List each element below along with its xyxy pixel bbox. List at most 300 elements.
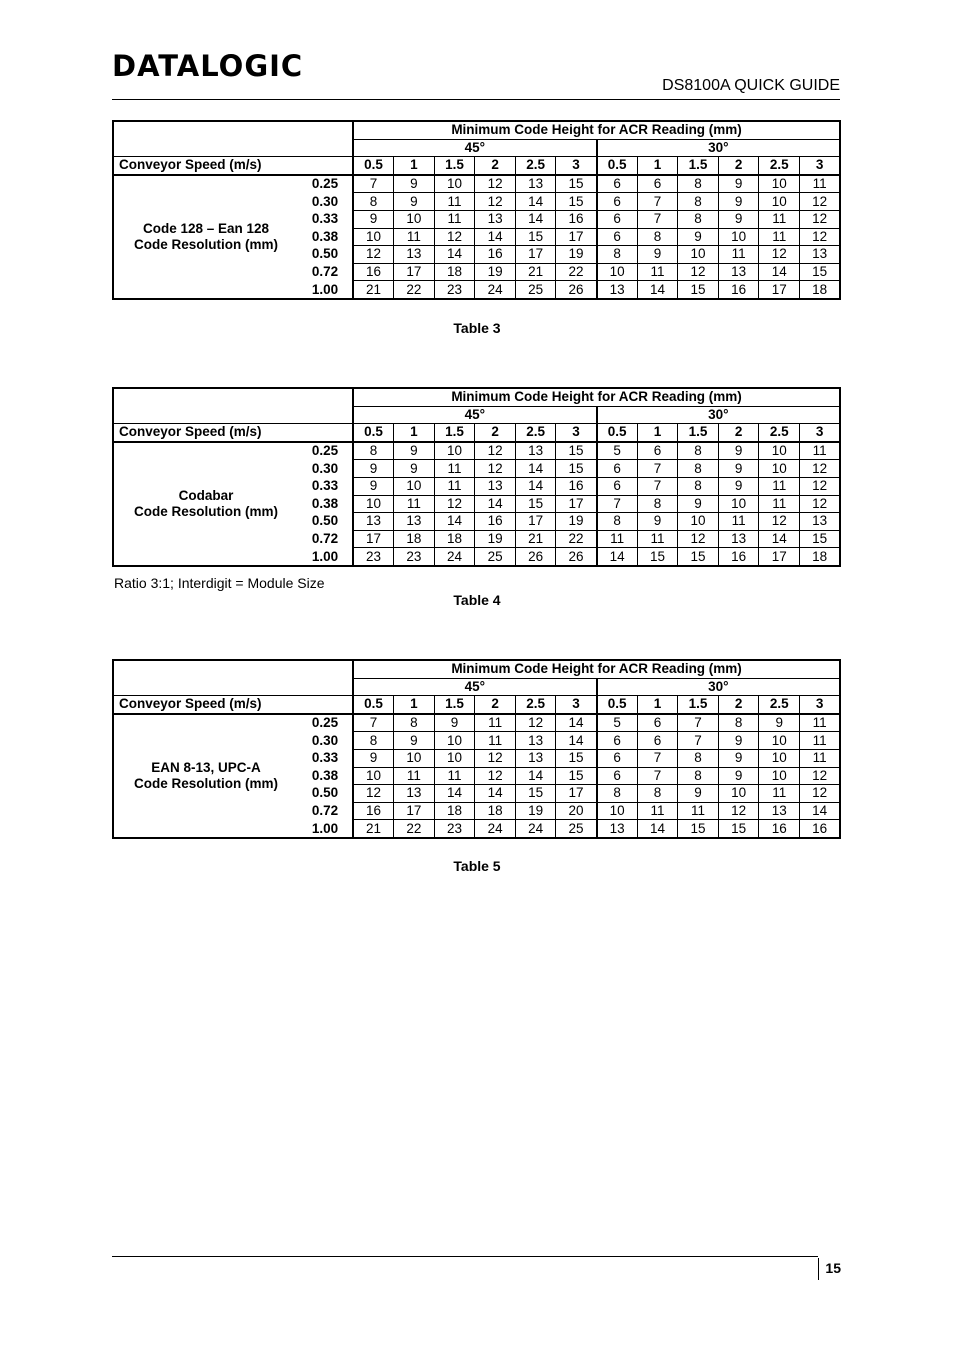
page-number: 15 [818,1258,841,1280]
table-cell: 14 [556,714,597,732]
datalogic-logo: DATALOGIC [112,49,304,83]
code-type-name: EAN 8-13, UPC-A [151,759,261,775]
table-cell: 12 [759,513,800,531]
table-cell: 13 [759,802,800,820]
angle-30-header: 30° [597,139,841,157]
table-cell: 9 [434,714,475,732]
table-cell: 9 [394,175,435,193]
table-cell: 12 [475,442,516,460]
table-cell: 8 [597,785,638,803]
table-cell: 9 [637,246,678,264]
table-cell: 16 [556,477,597,495]
table-cell: 18 [800,548,841,566]
table-cell: 16 [718,548,759,566]
table-cell: 8 [718,714,759,732]
resolution-value: 0.50 [298,246,353,264]
table-cell: 7 [597,495,638,513]
speed-header: 0.5 [597,157,638,175]
table-cell: 23 [394,548,435,566]
table-cell: 24 [475,820,516,838]
table-cell: 14 [475,785,516,803]
table-cell: 10 [759,767,800,785]
code-resolution-label: Code Resolution (mm) [134,775,278,791]
guide-title: DS8100A QUICK GUIDE [662,77,840,94]
table-cell: 15 [556,460,597,478]
table-cell: 15 [718,820,759,838]
table-cell: 10 [759,749,800,767]
table-cell: 12 [800,495,841,513]
table-cell: 13 [394,785,435,803]
table-cell: 10 [718,785,759,803]
speed-header: 2 [718,696,759,714]
table-cell: 21 [353,820,394,838]
table-cell: 7 [353,175,394,193]
table-cell: 15 [678,281,719,299]
table-cell: 12 [434,495,475,513]
table-cell: 24 [434,548,475,566]
speed-header: 1.5 [434,424,475,442]
table-cell: 9 [718,175,759,193]
table-cell: 18 [394,530,435,548]
resolution-value: 0.72 [298,802,353,820]
table-cell: 16 [556,210,597,228]
table-cell: 12 [475,767,516,785]
table-cell: 19 [556,513,597,531]
table-cell: 6 [597,228,638,246]
table-cell: 13 [394,513,435,531]
table-cell: 25 [515,281,556,299]
speed-header: 3 [800,696,841,714]
table-cell: 12 [759,246,800,264]
table-cell: 18 [434,802,475,820]
table-cell: 13 [353,513,394,531]
speed-header: 1 [637,696,678,714]
speed-header: 1 [637,424,678,442]
table-cell: 10 [434,749,475,767]
table-cell: 11 [394,228,435,246]
table-cell: 8 [678,749,719,767]
table-cell: 8 [353,193,394,211]
resolution-value: 0.38 [298,495,353,513]
table-cell: 11 [475,732,516,750]
table-cell: 9 [718,767,759,785]
acr-table [112,120,841,300]
resolution-value: 0.25 [298,714,353,732]
resolution-value: 0.50 [298,785,353,803]
resolution-value: 0.38 [298,228,353,246]
speed-header: 1.5 [678,157,719,175]
table-cell: 18 [800,281,841,299]
table-cell: 8 [678,175,719,193]
table-cell: 16 [800,820,841,838]
speed-header: 2 [475,696,516,714]
table-cell: 8 [678,477,719,495]
table-cell: 11 [759,228,800,246]
resolution-value: 0.33 [298,749,353,767]
table-cell: 16 [475,513,516,531]
table-cell: 12 [678,263,719,281]
speed-header: 2 [475,424,516,442]
table-cell: 24 [475,281,516,299]
table-cell: 11 [637,263,678,281]
table-cell: 11 [718,246,759,264]
angle-45-header: 45° [353,406,597,424]
resolution-value: 0.30 [298,732,353,750]
table-cell: 12 [434,228,475,246]
speed-header: 0.5 [353,696,394,714]
table-cell: 22 [394,281,435,299]
table-cell: 6 [597,175,638,193]
speed-header: 2.5 [759,157,800,175]
table-cell: 13 [515,175,556,193]
table-cell: 7 [353,714,394,732]
speed-header: 3 [800,424,841,442]
table-cell: 10 [759,442,800,460]
resolution-value: 0.72 [298,530,353,548]
resolution-value: 0.33 [298,210,353,228]
corner-cell [113,660,353,696]
speed-header: 2 [718,157,759,175]
table-cell: 12 [800,193,841,211]
table-cell: 12 [353,785,394,803]
speed-header: 1.5 [678,424,719,442]
table-cell: 17 [394,802,435,820]
table-cell: 26 [556,281,597,299]
table-cell: 9 [678,495,719,513]
code-type-name: Codabar [178,487,234,503]
table-cell: 11 [800,442,841,460]
table-cell: 6 [637,732,678,750]
table-cell: 15 [556,193,597,211]
table-cell: 12 [800,785,841,803]
table-cell: 14 [515,767,556,785]
table-cell: 11 [434,193,475,211]
table-cell: 11 [678,802,719,820]
table-title: Minimum Code Height for ACR Reading (mm) [353,660,840,678]
corner-cell [113,388,353,424]
table-cell: 14 [515,477,556,495]
conveyor-speed-label: Conveyor Speed (m/s) [113,424,353,442]
table-cell: 14 [637,281,678,299]
table-cell: 14 [434,513,475,531]
table-cell: 9 [353,749,394,767]
speed-header: 0.5 [353,157,394,175]
table-cell: 18 [434,263,475,281]
table-cell: 11 [394,767,435,785]
table-cell: 11 [759,477,800,495]
table-cell: 11 [394,495,435,513]
table-cell: 6 [637,714,678,732]
table-cell: 8 [353,442,394,460]
table-cell: 19 [475,263,516,281]
table-cell: 17 [515,513,556,531]
table-cell: 10 [759,460,800,478]
table-cell: 9 [394,460,435,478]
table-cell: 8 [637,785,678,803]
table-cell: 10 [353,767,394,785]
table-cell: 10 [394,749,435,767]
table-note: Ratio 3:1; Interdigit = Module Size [114,575,325,591]
table-cell: 11 [434,210,475,228]
table-cell: 6 [597,749,638,767]
code-type-label [113,442,298,566]
table-cell: 14 [434,785,475,803]
table-cell: 6 [637,442,678,460]
table-cell: 8 [597,513,638,531]
table-cell: 23 [353,548,394,566]
table-cell: 8 [637,495,678,513]
table-cell: 14 [475,228,516,246]
table-cell: 21 [515,530,556,548]
table-cell: 17 [759,281,800,299]
code-type-label [113,714,298,838]
resolution-value: 0.50 [298,513,353,531]
table-cell: 6 [597,477,638,495]
table-cell: 15 [678,548,719,566]
table-cell: 13 [800,246,841,264]
table-cell: 16 [475,246,516,264]
table-cell: 14 [759,530,800,548]
speed-header: 0.5 [597,424,638,442]
table-cell: 17 [515,246,556,264]
table-cell: 8 [678,210,719,228]
table-cell: 9 [353,460,394,478]
table-caption: Table 3 [453,320,501,336]
table-cell: 11 [800,749,841,767]
table-cell: 9 [353,210,394,228]
table-cell: 11 [434,460,475,478]
table-caption: Table 5 [453,858,501,874]
speed-header: 1 [394,696,435,714]
table-cell: 5 [597,442,638,460]
table-cell: 9 [718,477,759,495]
table-cell: 9 [759,714,800,732]
table-cell: 13 [515,442,556,460]
resolution-value: 1.00 [298,281,353,299]
table-cell: 11 [434,767,475,785]
table-cell: 15 [800,263,841,281]
table-cell: 15 [556,767,597,785]
table-cell: 19 [515,802,556,820]
code-type-label [113,175,298,299]
speed-header: 1.5 [434,696,475,714]
speed-header: 3 [556,696,597,714]
speed-header: 1 [394,424,435,442]
table-cell: 8 [597,246,638,264]
table-cell: 25 [556,820,597,838]
table-cell: 22 [556,263,597,281]
table-cell: 6 [597,193,638,211]
footer-rule [112,1256,818,1257]
table-cell: 11 [759,495,800,513]
code-resolution-label: Code Resolution (mm) [134,236,278,252]
table-cell: 12 [800,210,841,228]
table-cell: 11 [800,175,841,193]
resolution-value: 0.38 [298,767,353,785]
table-cell: 12 [800,477,841,495]
resolution-value: 0.72 [298,263,353,281]
table-cell: 13 [515,749,556,767]
table-cell: 17 [394,263,435,281]
table-cell: 24 [515,820,556,838]
table-cell: 19 [475,530,516,548]
table-cell: 13 [597,281,638,299]
table-cell: 17 [556,785,597,803]
speed-header: 3 [556,424,597,442]
table-cell: 9 [718,210,759,228]
speed-header: 2.5 [515,424,556,442]
table-cell: 11 [759,210,800,228]
table-cell: 12 [475,175,516,193]
table-cell: 11 [475,714,516,732]
table-cell: 7 [637,477,678,495]
table-cell: 8 [353,732,394,750]
table-cell: 9 [678,785,719,803]
table-cell: 22 [556,530,597,548]
resolution-value: 1.00 [298,820,353,838]
table-cell: 7 [637,767,678,785]
table-cell: 22 [394,820,435,838]
table-cell: 7 [637,193,678,211]
speed-header: 1 [394,157,435,175]
speed-header: 2.5 [515,696,556,714]
table-cell: 14 [637,820,678,838]
table-cell: 14 [515,460,556,478]
table-cell: 12 [718,802,759,820]
table-cell: 8 [678,442,719,460]
table-cell: 7 [637,460,678,478]
table-cell: 10 [759,175,800,193]
table-cell: 12 [800,767,841,785]
table-cell: 10 [678,513,719,531]
speed-header: 1.5 [678,696,719,714]
table-cell: 14 [759,263,800,281]
table-cell: 10 [718,495,759,513]
table-cell: 16 [353,263,394,281]
table-title: Minimum Code Height for ACR Reading (mm) [353,121,840,139]
resolution-value: 0.30 [298,460,353,478]
table-cell: 14 [515,210,556,228]
table-cell: 10 [718,228,759,246]
table-cell: 10 [353,495,394,513]
table-cell: 13 [800,513,841,531]
table-cell: 11 [637,802,678,820]
table-cell: 14 [434,246,475,264]
table-cell: 14 [800,802,841,820]
table-cell: 13 [718,263,759,281]
table-cell: 11 [637,530,678,548]
table-cell: 26 [515,548,556,566]
resolution-value: 0.25 [298,175,353,193]
table-cell: 8 [637,228,678,246]
table-cell: 7 [678,732,719,750]
table-cell: 10 [434,732,475,750]
table-cell: 9 [718,460,759,478]
speed-header: 2.5 [515,157,556,175]
table-cell: 26 [556,548,597,566]
table-cell: 15 [515,785,556,803]
table-cell: 15 [556,175,597,193]
table-cell: 12 [475,460,516,478]
table-cell: 20 [556,802,597,820]
table-cell: 12 [475,749,516,767]
table-cell: 11 [597,530,638,548]
table-cell: 9 [718,442,759,460]
table-cell: 12 [678,530,719,548]
speed-header: 2.5 [759,696,800,714]
table-cell: 9 [678,228,719,246]
table-cell: 12 [800,228,841,246]
table-cell: 12 [515,714,556,732]
table-cell: 6 [637,175,678,193]
code-resolution-label: Code Resolution (mm) [134,503,278,519]
table-cell: 11 [800,714,841,732]
table-cell: 7 [678,714,719,732]
table-cell: 11 [718,513,759,531]
table-cell: 17 [759,548,800,566]
table-cell: 12 [475,193,516,211]
table-cell: 8 [678,193,719,211]
table-cell: 10 [394,210,435,228]
table-cell: 10 [394,477,435,495]
resolution-value: 1.00 [298,548,353,566]
table-cell: 9 [394,193,435,211]
table-cell: 8 [678,767,719,785]
table-cell: 10 [678,246,719,264]
table-cell: 14 [475,495,516,513]
resolution-table [112,120,841,300]
table-cell: 12 [353,246,394,264]
table-cell: 18 [475,802,516,820]
header-rule [112,99,840,100]
table-cell: 17 [556,495,597,513]
table-title: Minimum Code Height for ACR Reading (mm) [353,388,840,406]
table-cell: 16 [353,802,394,820]
table-cell: 13 [597,820,638,838]
speed-header: 2.5 [759,424,800,442]
resolution-value: 0.30 [298,193,353,211]
table-cell: 9 [718,193,759,211]
table-cell: 14 [556,732,597,750]
table-cell: 10 [759,732,800,750]
table-cell: 15 [637,548,678,566]
table-cell: 10 [353,228,394,246]
code-type-name: Code 128 – Ean 128 [142,220,270,236]
resolution-value: 0.33 [298,477,353,495]
table-cell: 9 [718,749,759,767]
table-cell: 10 [759,193,800,211]
table-cell: 6 [597,460,638,478]
table-cell: 17 [556,228,597,246]
speed-header: 0.5 [353,424,394,442]
table-cell: 9 [718,732,759,750]
table-cell: 11 [434,477,475,495]
corner-cell [113,121,353,157]
table-cell: 10 [597,802,638,820]
table-cell: 6 [597,767,638,785]
table-cell: 10 [434,175,475,193]
resolution-value: 0.25 [298,442,353,460]
acr-table [112,659,841,839]
table-cell: 13 [515,732,556,750]
angle-45-header: 45° [353,678,597,696]
table-cell: 16 [759,820,800,838]
table-cell: 25 [475,548,516,566]
table-cell: 9 [394,732,435,750]
table-cell: 11 [800,732,841,750]
table-cell: 15 [678,820,719,838]
table-cell: 16 [718,281,759,299]
